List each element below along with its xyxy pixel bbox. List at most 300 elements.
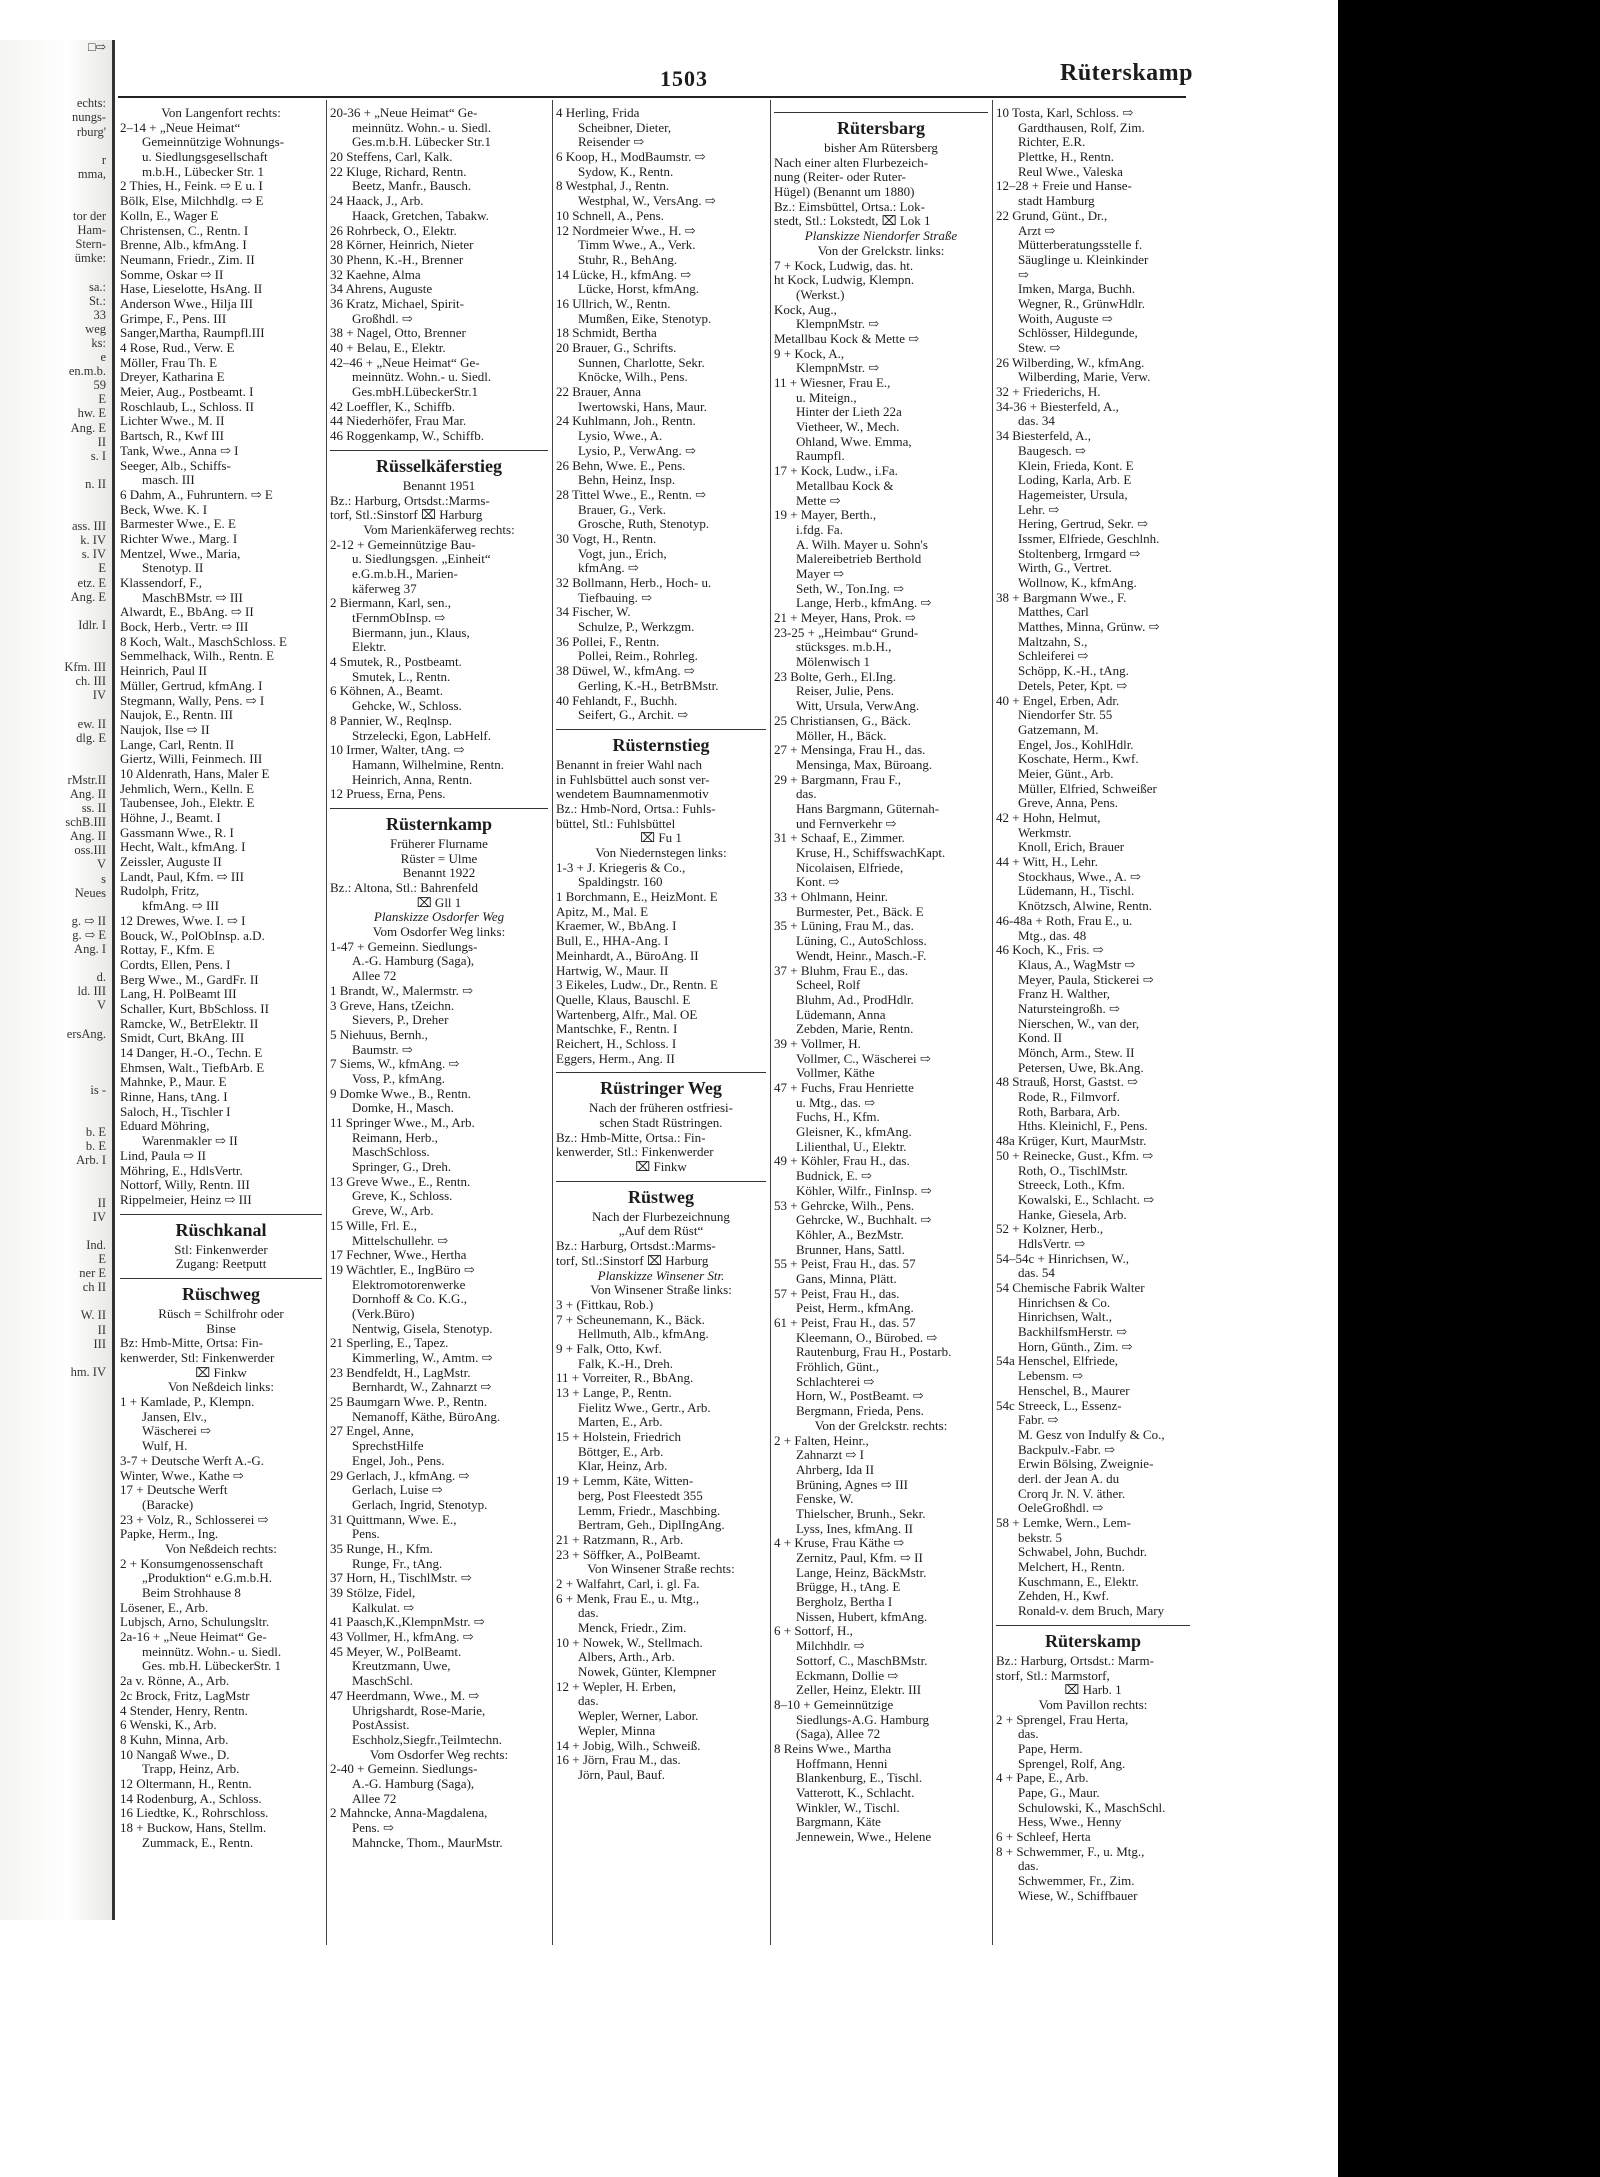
directory-entry: Allee 72 bbox=[352, 1791, 397, 1806]
directory-entry: 24 Kuhlmann, Joh., Rentn. bbox=[556, 414, 696, 429]
directory-entry: Planskizze Niendorfer Straße bbox=[804, 229, 958, 244]
directory-entry: Ges. mb.H. LübeckerStr. 1 bbox=[142, 1659, 282, 1674]
directory-entry: 7 + Kock, Ludwig, das. ht. bbox=[774, 258, 914, 273]
directory-entry: 47 + Fuchs, Frau Henriette bbox=[774, 1081, 914, 1095]
directory-entry: Vogt, jun., Erich, bbox=[578, 546, 667, 561]
directory-entry: Sydow, K., Rentn. bbox=[578, 164, 674, 179]
directory-entry: Niendorfer Str. 55 bbox=[1018, 708, 1113, 723]
prev-page-line: Neues bbox=[74, 885, 106, 900]
directory-entry: Rode, R., Filmvorf. bbox=[1018, 1090, 1120, 1105]
directory-entry: Hess, Wwe., Henny bbox=[1018, 1815, 1122, 1830]
street-heading: Rüsternstieg bbox=[556, 729, 766, 758]
page-bottom-margin bbox=[0, 1980, 1338, 2177]
directory-entry: Höhne, J., Beamt. I bbox=[120, 811, 221, 825]
directory-entry: Mentzel, Wwe., Maria, bbox=[120, 546, 241, 561]
directory-entry: 14 Lücke, H., kfmAng. ⇨ bbox=[556, 267, 692, 282]
directory-entry: Brenne, Alb., kfmAng. I bbox=[120, 238, 247, 253]
directory-entry: Loding, Karla, Arb. E bbox=[1018, 473, 1132, 488]
directory-entry: MaschSchloss. bbox=[352, 1145, 430, 1160]
directory-entry: Pens. bbox=[352, 1527, 380, 1542]
directory-entry: 2 Biermann, Karl, sen., bbox=[330, 596, 451, 611]
directory-entry: Siedlungs-A.G. Hamburg bbox=[796, 1712, 930, 1727]
directory-entry: masch. III bbox=[142, 473, 195, 488]
directory-entry: Bz.: Altona, Stl.: Bahrenfeld bbox=[330, 881, 479, 895]
directory-entry: 12–28 + Freie und Hanse- bbox=[996, 179, 1132, 194]
directory-entry: Tank, Wwe., Anna ⇨ I bbox=[120, 443, 239, 458]
directory-entry: 10 Aldenrath, Hans, Maler E bbox=[120, 766, 270, 781]
directory-entry: 2 + Konsumgenossenschaft bbox=[120, 1556, 264, 1571]
directory-entry: storf, Stl.: Marmstorf, bbox=[996, 1668, 1110, 1683]
directory-entry: Zebden, Marie, Rentn. bbox=[796, 1022, 914, 1037]
directory-entry: Mütterberatungsstelle f. bbox=[1018, 238, 1143, 253]
directory-entry: Bz.: Harburg, Ortsdst.: Marm- bbox=[996, 1653, 1154, 1668]
directory-entry: 2c Brock, Fritz, LagMstr bbox=[120, 1688, 250, 1703]
directory-entry: Wepler, Werner, Labor. bbox=[578, 1709, 699, 1724]
directory-entry: ht Kock, Ludwig, Klempn. bbox=[774, 273, 915, 288]
directory-entry: Möller, Frau Th. E bbox=[120, 355, 218, 370]
directory-entry: Fabr. ⇨ bbox=[1018, 1413, 1059, 1428]
directory-entry: MaschBMstr. ⇨ III bbox=[142, 590, 243, 605]
directory-entry: 48 Strauß, Horst, Gastst. ⇨ bbox=[996, 1075, 1138, 1090]
directory-entry: Wilberding, Marie, Verw. bbox=[1018, 370, 1151, 385]
directory-entry: 40 + Engel, Erben, Adr. bbox=[996, 693, 1120, 708]
directory-entry: Mittelschullehr. ⇨ bbox=[352, 1233, 449, 1248]
directory-entry: Biermann, jun., Klaus, bbox=[352, 625, 470, 640]
prev-page-line: E bbox=[98, 1252, 106, 1267]
directory-entry: käferweg 37 bbox=[352, 581, 417, 596]
directory-entry: Wäscherei ⇨ bbox=[142, 1424, 211, 1439]
prev-page-line bbox=[0, 632, 112, 646]
directory-entry: Bouck, W., PolObInsp. a.D. bbox=[120, 928, 265, 943]
directory-entry: Grosche, Ruth, Stenotyp. bbox=[578, 517, 710, 532]
directory-entry: meinnütz. Wohn.- u. Siedl. bbox=[352, 370, 492, 385]
prev-page-line bbox=[0, 1168, 112, 1182]
directory-entry: Hartwig, W., Maur. II bbox=[556, 963, 669, 978]
directory-entry: Nach einer alten Flurbezeich- bbox=[774, 155, 929, 170]
directory-entry: Stockhaus, Wwe., A. ⇨ bbox=[1018, 869, 1141, 884]
prev-page-line: tor der bbox=[73, 209, 106, 224]
directory-entry: Lücke, Horst, kfmAng. bbox=[578, 282, 699, 297]
directory-entry: das. bbox=[796, 787, 817, 802]
directory-entry: 54a Henschel, Elfriede, bbox=[996, 1354, 1119, 1369]
directory-entry: Allee 72 bbox=[352, 969, 397, 984]
directory-entry: Rüsch = Schilfrohr oder bbox=[158, 1306, 284, 1321]
directory-entry: Barmester Wwe., E. E bbox=[120, 517, 236, 532]
directory-entry: 6 + Schleef, Herta bbox=[996, 1830, 1091, 1845]
directory-entry: 20 Steffens, Carl, Kalk. bbox=[330, 150, 453, 165]
directory-entry: Planskizze Winsener Str. bbox=[597, 1268, 725, 1283]
directory-entry: Mensinga, Max, Büroang. bbox=[796, 757, 933, 772]
directory-entry: 2a-16 + „Neue Heimat“ Ge- bbox=[120, 1630, 267, 1645]
directory-entry: 29 Gerlach, J., kfmAng. ⇨ bbox=[330, 1468, 470, 1483]
directory-entry: 1 Borchmann, E., HeizMont. E bbox=[556, 890, 718, 905]
directory-entry: 9 + Kock, A., bbox=[774, 346, 845, 361]
prev-page-line: IV bbox=[92, 688, 106, 703]
directory-entry: Blankenburg, E., Tischl. bbox=[796, 1771, 923, 1786]
prev-page-line bbox=[0, 956, 112, 970]
directory-entry: Schleiferei ⇨ bbox=[1018, 649, 1089, 664]
prev-page-line: 59 bbox=[93, 378, 106, 393]
directory-entry: 28 Körner, Heinrich, Nieter bbox=[330, 238, 474, 253]
directory-entry: Beck, Wwe. K. I bbox=[120, 502, 208, 517]
directory-entry: berg, Post Fleestedt 355 bbox=[578, 1488, 703, 1503]
directory-entry: Imken, Marga, Buchh. bbox=[1018, 282, 1136, 297]
directory-entry: Von Langenfort rechts: bbox=[161, 106, 281, 120]
directory-entry: ⌧ Finkw bbox=[635, 1160, 687, 1175]
prev-page-line: echts: bbox=[76, 96, 106, 111]
directory-entry: Gardthausen, Rolf, Zim. bbox=[1018, 120, 1145, 135]
directory-entry: 21 + Meyer, Hans, Prok. ⇨ bbox=[774, 611, 916, 625]
directory-entry: Zeissler, Auguste II bbox=[120, 855, 222, 870]
prev-page-line: hm. IV bbox=[70, 1364, 106, 1379]
directory-entry: Hths. Kleinichl, F., Pens. bbox=[1018, 1119, 1148, 1134]
directory-entry: 2a v. Rönne, A., Arb. bbox=[120, 1674, 230, 1689]
directory-entry: 2–14 + „Neue Heimat“ bbox=[120, 120, 241, 135]
directory-entry: 21 + Ratzmann, R., Arb. bbox=[556, 1532, 684, 1547]
directory-entry: Lange, Heinz, BäckMstr. bbox=[796, 1565, 927, 1580]
prev-page-line: s bbox=[101, 871, 106, 886]
directory-entry: 26 Behn, Wwe. E., Pens. bbox=[556, 458, 686, 473]
directory-entry: Wiese, W., Schiffbauer bbox=[1018, 1888, 1138, 1903]
directory-entry: kfmAng. ⇨ bbox=[578, 561, 639, 576]
directory-entry: bisher Am Rütersberg bbox=[824, 141, 938, 155]
directory-entry: Raumpfl. bbox=[796, 449, 845, 464]
directory-entry: Natursteingroßh. ⇨ bbox=[1018, 1001, 1120, 1016]
directory-entry: Elektr. bbox=[352, 640, 387, 655]
directory-entry: 8 Reins Wwe., Martha bbox=[774, 1741, 892, 1756]
directory-entry: 23 Bendfeldt, H., LagMstr. bbox=[330, 1365, 471, 1380]
prev-page-line: E bbox=[98, 392, 106, 407]
directory-entry: büttel, Stl.: Fuhlsbüttel bbox=[556, 816, 676, 831]
prev-page-line: ass. III bbox=[71, 519, 106, 534]
prev-page-line: ew. II bbox=[77, 716, 106, 731]
directory-entry: 10 Nangaß Wwe., D. bbox=[120, 1747, 230, 1762]
directory-entry: 10 Tosta, Karl, Schloss. ⇨ bbox=[996, 106, 1134, 120]
directory-entry: 17 + Kock, Ludw., i.Fa. bbox=[774, 464, 898, 479]
directory-entry: Mayer ⇨ bbox=[796, 566, 845, 581]
directory-entry: Ges.mbH.LübeckerStr.1 bbox=[352, 385, 479, 400]
directory-entry: Knötzsch, Alwine, Rentn. bbox=[1018, 899, 1152, 914]
prev-page-line: dlg. E bbox=[76, 730, 106, 745]
prev-page-line bbox=[0, 1069, 112, 1083]
prev-page-line: Ang. E bbox=[70, 589, 106, 604]
directory-entry: Bergholz, Bertha I bbox=[796, 1595, 893, 1610]
directory-entry: Müller, Gertrud, kfmAng. I bbox=[120, 678, 263, 693]
directory-entry: Roschlaub, L., Schloss. II bbox=[120, 399, 254, 414]
directory-entry: u. Miteign., bbox=[796, 390, 857, 405]
directory-entry: Bartsch, R., Kwf III bbox=[120, 429, 224, 444]
directory-entry: Stenotyp. II bbox=[142, 561, 204, 576]
directory-entry: Von Neßdeich rechts: bbox=[165, 1541, 277, 1556]
directory-entry: Stew. ⇨ bbox=[1018, 341, 1061, 355]
directory-entry: 35 + Lüning, Frau M., das. bbox=[774, 919, 914, 934]
directory-entry: Sunnen, Charlotte, Sekr. bbox=[578, 355, 705, 370]
directory-entry: Taubensee, Joh., Elektr. E bbox=[120, 796, 255, 811]
directory-entry: Binse bbox=[206, 1321, 236, 1336]
prev-page-line: E bbox=[98, 561, 106, 576]
prev-page-line: etz. E bbox=[77, 575, 106, 590]
directory-entry: 42 + Hohn, Helmut, bbox=[996, 811, 1101, 825]
directory-entry: Von der Grelckstr. links: bbox=[817, 243, 945, 258]
directory-entry: 54 Chemische Fabrik Walter bbox=[996, 1281, 1145, 1295]
directory-entry: Brunner, Hans, Sattl. bbox=[796, 1242, 905, 1257]
prev-page-line bbox=[0, 745, 112, 759]
directory-entry: A. Wilh. Mayer u. Sohn's bbox=[796, 537, 928, 552]
directory-entry: Klein, Frieda, Kont. E bbox=[1018, 458, 1134, 473]
directory-entry: Uhrigshardt, Rose-Marie, bbox=[352, 1703, 486, 1718]
directory-entry: Kruse, H., SchiffswachKapt. bbox=[796, 846, 946, 860]
prev-page-line: ümke: bbox=[74, 251, 106, 266]
directory-entry: Knoll, Erich, Brauer bbox=[1018, 840, 1125, 855]
directory-entry: Henschel, B., Maurer bbox=[1018, 1383, 1130, 1398]
directory-entry: Hans Bargmann, Güternah- bbox=[796, 801, 940, 816]
prev-page-line bbox=[0, 195, 112, 209]
directory-entry: Lösener, E., Arb. bbox=[120, 1600, 209, 1615]
prev-page-line: V bbox=[96, 857, 106, 872]
prev-page-line: rburg' bbox=[76, 124, 106, 139]
directory-entry: 2 Thies, H., Feink. ⇨ E u. I bbox=[120, 179, 263, 194]
directory-entry: Wirth, G., Vertret. bbox=[1018, 561, 1112, 576]
directory-entry: 8 + Schwemmer, F., u. Mtg., bbox=[996, 1844, 1145, 1859]
directory-entry: Gehcke, W., Schloss. bbox=[352, 699, 462, 714]
directory-entry: Müller, Elfried, Schweißer bbox=[1018, 781, 1157, 796]
directory-entry: 22 Grund, Günt., Dr., bbox=[996, 208, 1108, 223]
directory-entry: Vatterott, K., Schlacht. bbox=[796, 1786, 915, 1800]
directory-entry: 14 Rodenburg, A., Schloss. bbox=[120, 1791, 262, 1806]
prev-page-line: ersAng. bbox=[66, 1026, 106, 1041]
directory-entry: Möhring, E., HdlsVertr. bbox=[120, 1163, 243, 1178]
prev-page-line: Kfm. III bbox=[64, 660, 106, 675]
directory-entry: 14 + Jobig, Wilh., Schweiß. bbox=[556, 1738, 701, 1753]
directory-entry: Stuhr, R., BehAng. bbox=[578, 252, 678, 267]
directory-entry: Jörn, Paul, Bauf. bbox=[578, 1767, 666, 1782]
directory-entry: Gassmann Wwe., R. I bbox=[120, 825, 234, 840]
directory-entry: 36 Pollei, F., Rentn. bbox=[556, 634, 660, 649]
directory-entry: Metallbau Kock & bbox=[796, 478, 894, 493]
directory-entry: A.-G. Hamburg (Saga), bbox=[352, 954, 475, 969]
directory-entry: Schwemmer, Fr., Zim. bbox=[1018, 1874, 1135, 1889]
previous-page-edge bbox=[0, 40, 115, 1920]
directory-entry: Naujok, Ilse ⇨ II bbox=[120, 722, 210, 737]
directory-entry: Lang, H. PolBeamt III bbox=[120, 987, 237, 1002]
prev-page-line: □⇨ bbox=[87, 40, 106, 54]
directory-entry: 54c Streeck, L., Essenz- bbox=[996, 1398, 1122, 1413]
directory-entry: 16 + Jörn, Frau M., das. bbox=[556, 1753, 681, 1768]
prev-page-line bbox=[0, 1111, 112, 1125]
prev-page-line: mma, bbox=[77, 166, 106, 181]
directory-entry: Nemanoff, Käthe, BüroAng. bbox=[352, 1409, 501, 1424]
directory-entry: Bluhm, Ad., ProdHdlr. bbox=[796, 992, 914, 1007]
directory-entry: „Produktion“ e.G.m.b.H. bbox=[142, 1571, 272, 1586]
directory-entry: Ahrberg, Ida II bbox=[796, 1462, 875, 1477]
directory-entry: Seifert, G., Archit. ⇨ bbox=[578, 708, 689, 723]
column-divider bbox=[992, 100, 993, 1945]
directory-entry: 8–10 + Gemeinnützige bbox=[774, 1697, 894, 1712]
directory-entry: 43 Vollmer, H., kfmAng. ⇨ bbox=[330, 1630, 474, 1645]
column-1 bbox=[120, 106, 322, 1850]
prev-page-line bbox=[0, 139, 112, 153]
directory-entry: 2-12 + Gemeinnützige Bau- bbox=[330, 537, 476, 552]
directory-entry: 52 + Kolzner, Herb., bbox=[996, 1222, 1104, 1237]
directory-entry: Baugesch. ⇨ bbox=[1018, 443, 1086, 458]
directory-entry: Hinter der Lieth 22a bbox=[796, 405, 902, 420]
directory-entry: 12 Oltermann, H., Rentn. bbox=[120, 1776, 252, 1791]
directory-entry: Lysio, P., VerwAng. ⇨ bbox=[578, 443, 696, 458]
directory-entry: 2-40 + Gemeinn. Siedlungs- bbox=[330, 1762, 478, 1777]
directory-entry: 20-36 + „Neue Heimat“ Ge- bbox=[330, 106, 478, 120]
directory-entry: Crorq Jr. N. V. äther. bbox=[1018, 1486, 1126, 1501]
directory-entry: Rinne, Hans, tAng. I bbox=[120, 1090, 228, 1105]
directory-entry: 21 Sperling, E., Tapez. bbox=[330, 1336, 449, 1351]
directory-entry: 38 + Nagel, Otto, Brenner bbox=[330, 326, 466, 341]
directory-entry: 22 Kluge, Richard, Rentn. bbox=[330, 164, 467, 179]
directory-entry: 11 + Vorreiter, R., BbAng. bbox=[556, 1371, 694, 1386]
directory-entry: 13 + Lange, P., Rentn. bbox=[556, 1386, 672, 1400]
directory-entry: Tiefbauing. ⇨ bbox=[578, 590, 652, 605]
directory-entry: Gatzemann, M. bbox=[1018, 722, 1099, 737]
directory-entry: Erwin Bölsing, Zweignie- bbox=[1018, 1457, 1154, 1472]
directory-entry: 2 Mahncke, Anna-Magdalena, bbox=[330, 1806, 488, 1821]
directory-entry: Matthes, Carl bbox=[1018, 605, 1089, 620]
directory-entry: und Fernverkehr ⇨ bbox=[796, 816, 897, 831]
directory-entry: BackhilfsmHerstr. ⇨ bbox=[1018, 1325, 1128, 1340]
street-heading: Rüstweg bbox=[556, 1181, 766, 1210]
street-heading: Rüstringer Weg bbox=[556, 1072, 766, 1101]
directory-entry: Budnick, E. ⇨ bbox=[796, 1169, 872, 1184]
directory-entry: Koschate, Herm., Kwf. bbox=[1018, 752, 1139, 767]
directory-entry: Kock, Aug., bbox=[774, 302, 837, 317]
directory-entry: Lemm, Friedr., Maschbing. bbox=[578, 1503, 721, 1518]
directory-entry: i.fdg. Fa. bbox=[796, 522, 843, 537]
column-2 bbox=[330, 106, 548, 1850]
prev-page-line: Stern- bbox=[75, 237, 106, 252]
directory-entry: Springer, G., Dreh. bbox=[352, 1160, 452, 1175]
directory-entry: m.b.H., Lübecker Str. 1 bbox=[142, 164, 265, 179]
directory-entry: Hagemeister, Ursula, bbox=[1018, 487, 1128, 502]
directory-entry: Reul Wwe., Valeska bbox=[1018, 164, 1123, 179]
directory-entry: Ehmsen, Walt., TiefbArb. E bbox=[120, 1060, 265, 1075]
prev-page-line: 33 bbox=[93, 307, 106, 322]
directory-entry: Mette ⇨ bbox=[796, 493, 841, 508]
directory-entry: Thielscher, Brunh., Sekr. bbox=[796, 1506, 926, 1521]
directory-entry: 4 Herling, Frida bbox=[556, 106, 640, 120]
directory-entry: Arzt ⇨ bbox=[1018, 223, 1056, 238]
directory-entry: 12 Drewes, Wwe. I. ⇨ I bbox=[120, 913, 246, 928]
directory-entry: 8 Westphal, J., Rentn. bbox=[556, 179, 670, 194]
directory-entry: Horn, Günth., Zim. ⇨ bbox=[1018, 1339, 1133, 1354]
directory-entry: Kimmerling, W., Amtm. ⇨ bbox=[352, 1351, 493, 1365]
directory-entry: Dornhoff & Co. K.G., bbox=[352, 1292, 467, 1307]
directory-entry: Stl: Finkenwerder bbox=[174, 1242, 268, 1257]
directory-entry: Nicolaisen, Elfriede, bbox=[796, 860, 904, 875]
directory-entry: Nottorf, Willy, Rentn. III bbox=[120, 1178, 250, 1193]
directory-entry: 4 Rose, Rud., Verw. E bbox=[120, 341, 235, 355]
directory-entry: 37 Horn, H., TischlMstr. ⇨ bbox=[330, 1571, 472, 1586]
directory-entry: Smutek, L., Rentn. bbox=[352, 669, 451, 684]
directory-entry: 54–54c + Hinrichsen, W., bbox=[996, 1251, 1129, 1266]
prev-page-line: ch. III bbox=[75, 674, 106, 689]
directory-entry: 12 Nordmeier Wwe., H. ⇨ bbox=[556, 223, 696, 238]
directory-entry: Quelle, Klaus, Bauschl. E bbox=[556, 992, 691, 1007]
directory-entry: 3 Eikeles, Ludw., Dr., Rentn. E bbox=[556, 978, 718, 993]
prev-page-line: is - bbox=[90, 1082, 106, 1097]
directory-entry: HdlsVertr. ⇨ bbox=[1018, 1236, 1086, 1251]
directory-entry: Wulf, H. bbox=[142, 1439, 188, 1454]
directory-entry: 8 Koch, Walt., MaschSchloss. E bbox=[120, 634, 287, 649]
directory-entry: kfmAng. ⇨ III bbox=[142, 899, 219, 914]
directory-entry: Seth, W., Ton.Ing. ⇨ bbox=[796, 581, 904, 596]
directory-entry: Peist, Herm., kfmAng. bbox=[796, 1301, 914, 1316]
directory-entry: Rippelmeier, Heinz ⇨ III bbox=[120, 1192, 252, 1207]
directory-entry: Hügel) (Benannt um 1880) bbox=[774, 185, 915, 200]
prev-page-line bbox=[0, 266, 112, 280]
column-5 bbox=[996, 106, 1190, 1904]
directory-entry: Hecht, Walt., kfmAng. I bbox=[120, 840, 246, 855]
directory-entry: torf, Stl.:Sinstorf ⌧ Harburg bbox=[330, 508, 483, 523]
directory-entry: 32 Bollmann, Herb., Hoch- u. bbox=[556, 576, 712, 590]
directory-entry: 2 + Falten, Heinr., bbox=[774, 1433, 869, 1448]
prev-page-line: r bbox=[101, 152, 106, 167]
directory-entry: Schulowski, K., MaschSchl. bbox=[1018, 1800, 1166, 1815]
directory-entry: Eckmann, Dollie ⇨ bbox=[796, 1668, 899, 1683]
directory-entry: 12 + Wepler, H. Erben, bbox=[556, 1679, 676, 1694]
directory-entry: Richter Wwe., Marg. I bbox=[120, 531, 238, 546]
directory-entry: Kolln, E., Wager E bbox=[120, 208, 219, 223]
directory-entry: Nach der früheren ostfriesi- bbox=[588, 1101, 733, 1116]
directory-entry: Benannt 1922 bbox=[402, 866, 476, 881]
directory-entry: Rudolph, Fritz, bbox=[120, 884, 200, 899]
prev-page-line: Ang. E bbox=[70, 420, 106, 435]
directory-entry: M. Gesz von Indulfy & Co., bbox=[1018, 1427, 1165, 1442]
directory-entry: Saloch, H., Tischler I bbox=[120, 1104, 231, 1119]
directory-entry: Vom Osdorfer Weg links: bbox=[372, 925, 506, 940]
directory-entry: tFernmObInsp. ⇨ bbox=[352, 611, 446, 625]
directory-entry: meinnütz. Wohn.- u. Siedl. bbox=[352, 120, 492, 135]
directory-entry: (Verk.Büro) bbox=[352, 1306, 415, 1321]
directory-entry: 38 + Bargmann Wwe., F. bbox=[996, 590, 1127, 605]
directory-entry: 18 Schmidt, Bertha bbox=[556, 326, 657, 341]
directory-entry: Hering, Gertrud, Sekr. ⇨ bbox=[1018, 517, 1149, 532]
directory-entry: Nentwig, Gisela, Stenotyp. bbox=[352, 1321, 493, 1336]
directory-entry: Gleisner, K., kfmAng. bbox=[796, 1125, 912, 1140]
directory-entry: Kreutzmann, Uwe, bbox=[352, 1659, 451, 1674]
directory-entry: Reimann, Herb., bbox=[352, 1130, 438, 1145]
prev-page-line: sa.: bbox=[88, 279, 106, 294]
directory-entry: Meinhardt, A., BüroAng. II bbox=[556, 948, 699, 963]
directory-entry: Gerling, K.-H., BetrBMstr. bbox=[578, 678, 719, 693]
directory-entry: Vom Pavillon rechts: bbox=[1038, 1697, 1148, 1712]
directory-entry: Zehden, H., Kwf. bbox=[1018, 1589, 1109, 1604]
directory-entry: Backpulv.-Fabr. ⇨ bbox=[1018, 1442, 1116, 1457]
directory-entry: 1-47 + Gemeinn. Siedlungs- bbox=[330, 939, 478, 954]
prev-page-line: Ang. II bbox=[69, 829, 106, 844]
directory-entry: Eduard Möhring, bbox=[120, 1119, 210, 1134]
directory-entry: Von Winsener Straße links: bbox=[590, 1283, 732, 1298]
directory-entry: 34 Ahrens, Auguste bbox=[330, 282, 433, 297]
directory-entry: Klaus, A., WagMstr ⇨ bbox=[1018, 957, 1136, 972]
prev-page-line: II bbox=[97, 434, 106, 449]
directory-entry: 42–46 + „Neue Heimat“ Ge- bbox=[330, 355, 480, 370]
directory-entry: Nach der Flurbezeichnung bbox=[592, 1209, 730, 1224]
directory-entry: Hamann, Wilhelmine, Rentn. bbox=[352, 757, 504, 772]
directory-entry: nung (Reiter- oder Ruter- bbox=[774, 170, 906, 185]
directory-entry: 8 Pannier, W., Reqlnsp. bbox=[330, 713, 452, 728]
directory-entry: Apitz, M., Mal. E bbox=[556, 904, 649, 919]
directory-entry: 46 Koch, K., Fris. ⇨ bbox=[996, 943, 1104, 958]
directory-entry: Kuschmann, E., Elektr. bbox=[1018, 1574, 1139, 1589]
column-4 bbox=[774, 106, 988, 1845]
directory-entry: Wartenberg, Alfr., Mal. OE bbox=[556, 1007, 698, 1022]
